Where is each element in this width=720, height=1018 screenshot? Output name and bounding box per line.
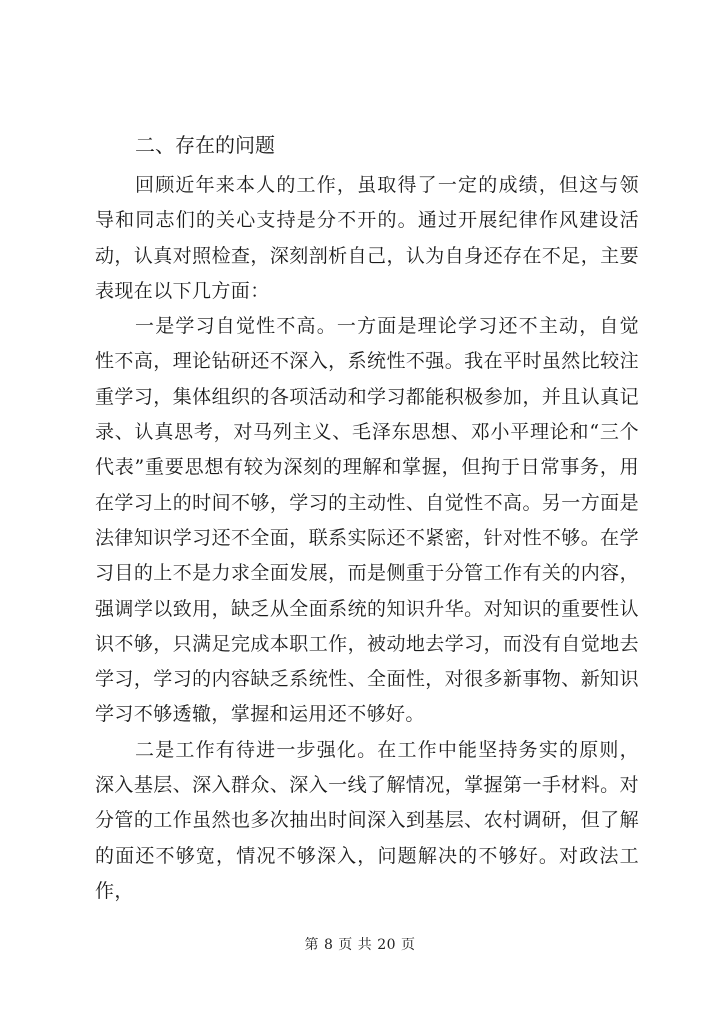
page-footer: 第 8 页 共 20 页 bbox=[304, 937, 416, 953]
section-heading: 二、存在的问题 bbox=[135, 133, 275, 157]
document-body bbox=[95, 128, 639, 909]
paragraph-intro: 回顾近年来本人的工作，虽取得了一定的成绩，但这与领导和同志们的关心支持是分不开的。通过开展纪律作风建设活动，认真对照检查，深刻剖析自己，认为自身还存在不足，主要表现在以下几方面： bbox=[95, 174, 639, 302]
paragraph-work: 二是工作有待进一步强化。在工作中能坚持务实的原则，深入基层、深入群众、深入一线了解情况，掌握第一手材料。对分管的工作虽然也多次抽出时间深入到基层、农村调研，但了解的面还不够宽，情况不够深入，问题解决的不够好。对政法工作， bbox=[95, 738, 639, 902]
paragraph-study: 一是学习自觉性不高。一方面是理论学习还不主动，自觉性不高，理论钻研还不深入，系统性不强。我在平时虽然比较注重学习，集体组织的各项活动和学习都能积极参加，并且认真记录、认真思考，对马列主义、毛泽东思想、邓小平理论和“三个代表”重要思想有较为深刻的理解和掌握，但拘于日常事务，用在学习上的时间不够，学习的主动性、自觉性不高。另一方面是法律知识学习还不全面，联系实际还不紧密，针对性不够。在学习目的上不是力求全面发展，而是侧重于分管工作有关的内容，强调学以致用，缺乏从全面系统的知识升华。对知识的重要性认识不够，只满足完成本职工作，被动地去学习，而没有自觉地去学习，学习的内容缺乏系统性、全面性，对很多新事物、新知识学习不够透辙，掌握和运用还不够好。 bbox=[95, 315, 639, 726]
